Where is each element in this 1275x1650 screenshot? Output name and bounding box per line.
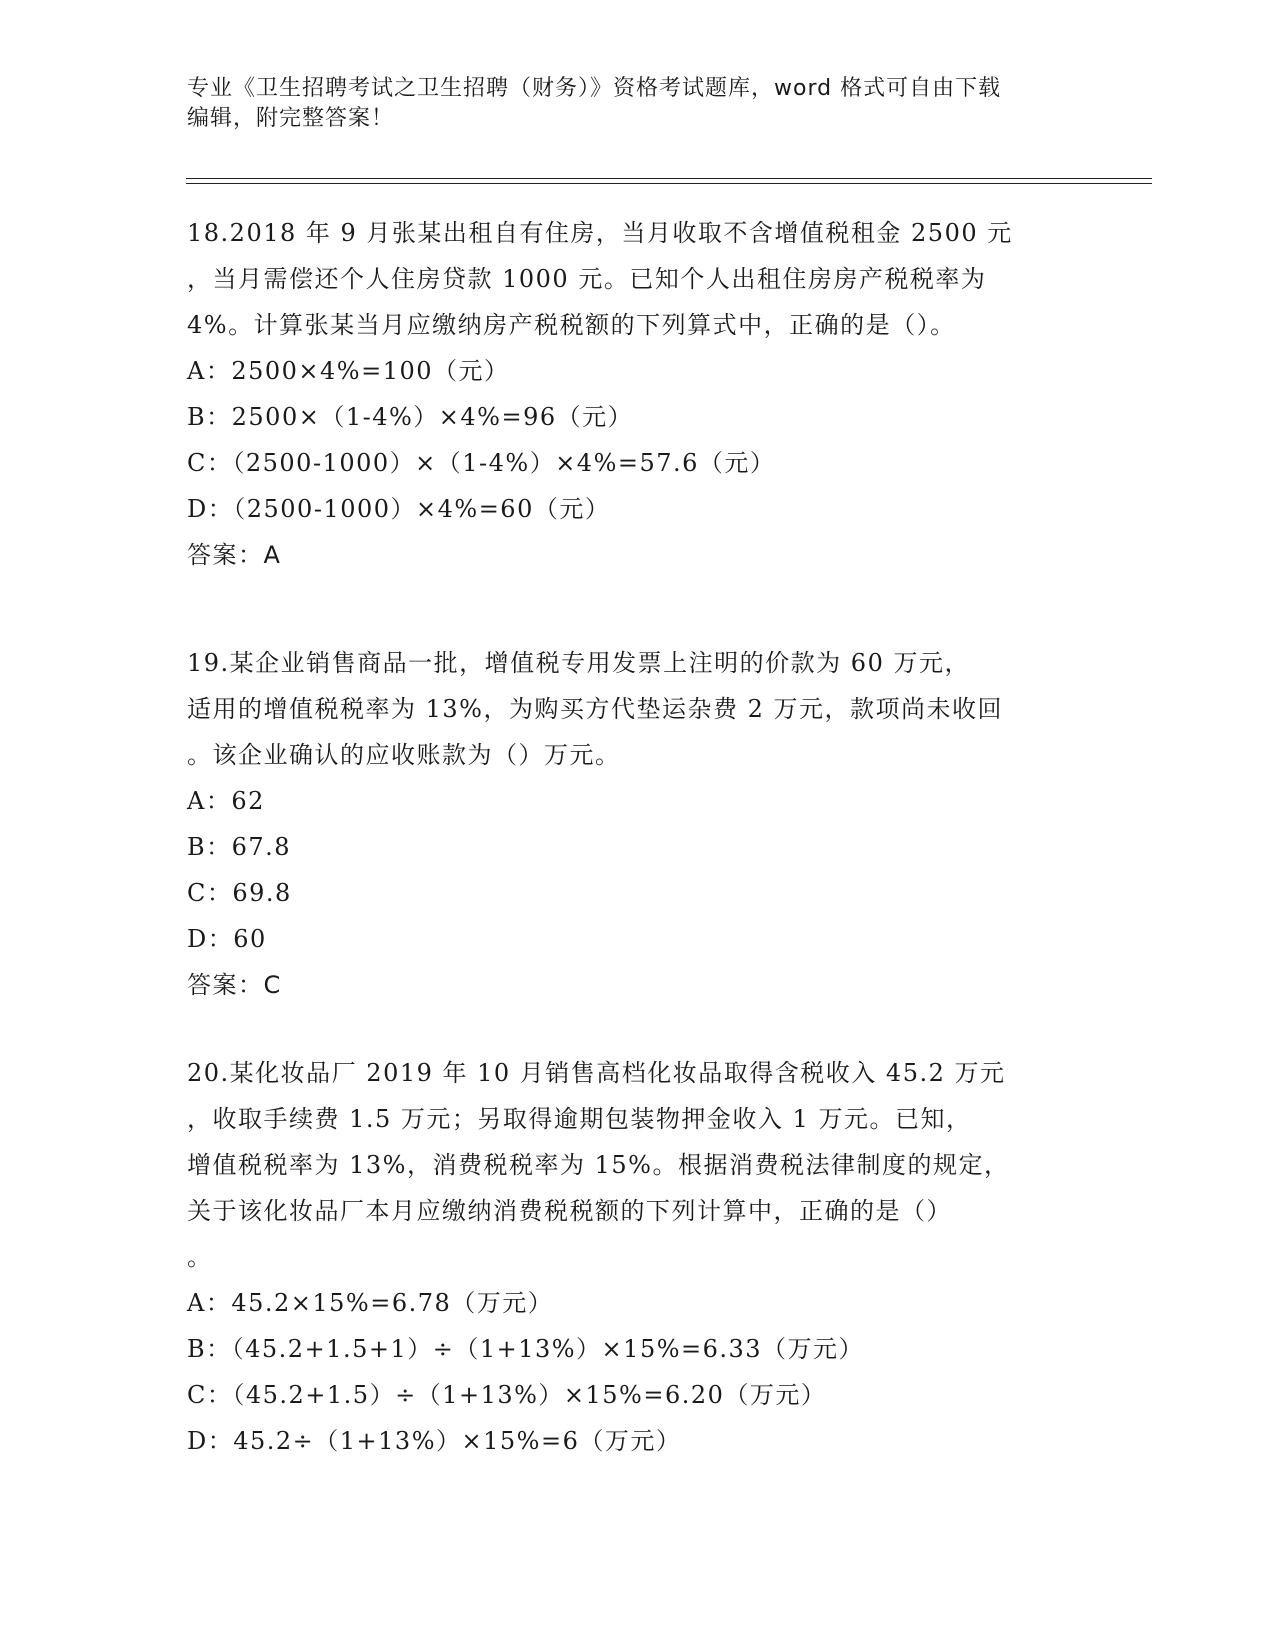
option-a: A：45.2×15%=6.78（万元） xyxy=(187,1289,554,1317)
question-stem-line: 4%。计算张某当月应缴纳房产税税额的下列算式中，正确的是（）。 xyxy=(187,311,956,339)
answer-label: 答案：C xyxy=(187,971,282,999)
answer-label: 答案：A xyxy=(187,541,282,569)
header-divider-top xyxy=(186,178,1152,179)
question-stem-line: 。 xyxy=(187,1243,213,1271)
question-stem-line: ，收取手续费 1.5 万元；另取得逾期包装物押金收入 1 万元。已知， xyxy=(187,1105,972,1133)
header-line-1: 专业《卫生招聘考试之卫生招聘（财务）》资格考试题库，word 格式可自由下载 xyxy=(187,76,1002,101)
option-d: D：45.2÷（1+13%）×15%=6（万元） xyxy=(187,1427,682,1455)
option-c: C：69.8 xyxy=(187,879,292,907)
question-stem-line: 20.某化妆品厂 2019 年 10 月销售高档化妆品取得含税收入 45.2 万元 xyxy=(187,1059,1006,1087)
document-header xyxy=(187,74,1087,134)
option-b: B：（45.2+1.5+1）÷（1+13%）×15%=6.33（万元） xyxy=(187,1335,865,1363)
question-stem-line: 19.某企业销售商品一批，增值税专用发票上注明的价款为 60 万元， xyxy=(187,649,970,677)
question-stem-line: 适用的增值税税率为 13%，为购买方代垫运杂费 2 万元，款项尚未收回 xyxy=(187,695,1003,723)
option-a: A：2500×4%=100（元） xyxy=(187,357,510,385)
question-stem-line: 18.2018 年 9 月张某出租自有住房，当月收取不含增值税租金 2500 元 xyxy=(187,219,1013,247)
question-20 xyxy=(187,1050,1087,1464)
option-d: D：（2500-1000）×4%=60（元） xyxy=(187,495,611,523)
option-c: C：（45.2+1.5）÷（1+13%）×15%=6.20（万元） xyxy=(187,1381,827,1409)
question-stem-line: 增值税税率为 13%，消费税税率为 15%。根据消费税法律制度的规定， xyxy=(187,1151,1010,1179)
option-d: D：60 xyxy=(187,925,267,953)
question-stem-line: ，当月需偿还个人住房贷款 1000 元。已知个人出租住房房产税税率为 xyxy=(187,265,987,293)
option-b: B：67.8 xyxy=(187,833,292,861)
header-line-2: 编辑，附完整答案！ xyxy=(187,106,395,131)
option-b: B：2500×（1-4%）×4%=96（元） xyxy=(187,403,634,431)
header-divider-bottom xyxy=(186,183,1152,184)
question-stem-line: 。该企业确认的应收账款为（）万元。 xyxy=(187,741,621,769)
option-c: C：（2500-1000）×（1-4%）×4%=57.6（元） xyxy=(187,449,776,477)
option-a: A：62 xyxy=(187,787,265,815)
question-18 xyxy=(187,210,1087,578)
question-19 xyxy=(187,640,1087,1008)
question-stem-line: 关于该化妆品厂本月应缴纳消费税税额的下列计算中，正确的是（） xyxy=(187,1197,952,1225)
